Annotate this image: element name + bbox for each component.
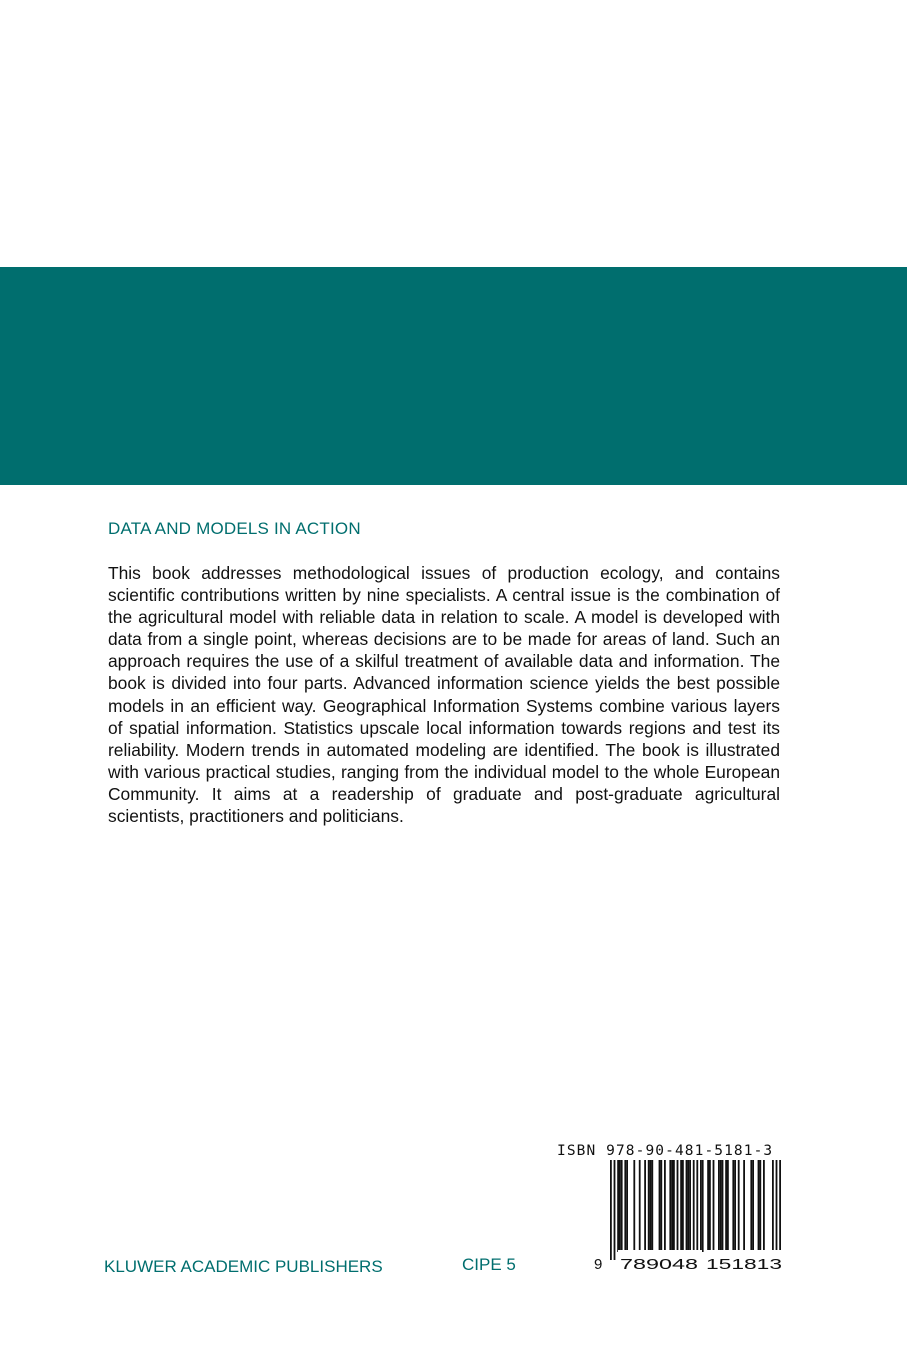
barcode-bar: [743, 1160, 745, 1252]
isbn-barcode: [590, 1160, 790, 1275]
barcode-bar: [614, 1160, 616, 1260]
barcode-bar: [650, 1160, 652, 1252]
barcode-bars: [610, 1160, 781, 1260]
barcode-bar: [696, 1160, 698, 1260]
barcode-bar: [713, 1160, 715, 1252]
barcode-bar: [763, 1160, 765, 1252]
barcode-bar: [621, 1160, 623, 1252]
barcode-bar: [718, 1160, 720, 1252]
book-description: This book addresses methodological issues of production ecology, and contains scientific contributions written by nine specialists. A central issue is the combination of the agricultural model with reliable data in relation to scale. A model is developed with data from a single point, whereas decisions are to be made for areas of land. Such an approach requires the use of a skilful treatment of available data and information. The book is divided into four parts. Advanced information science yields the best possible models in an efficient way. Geographical Information Systems combine various layers of spatial information. Statistics upscale local information towards regions and test its reliability. Modern trends in automated modeling are identified. The book is illustrated with various practical studies, ranging from the individual model to the whole European Community. It aims at a readership of graduate and post-graduate agricultural scientists, practitioners and politicians.: [108, 563, 780, 827]
barcode-left-digits: 789048: [620, 1256, 698, 1273]
section-title: DATA AND MODELS IN ACTION: [108, 519, 361, 538]
barcode-bar: [682, 1160, 684, 1252]
barcode-bar: [671, 1160, 673, 1252]
teal-color-band: [0, 267, 907, 485]
barcode-bar: [759, 1160, 761, 1252]
barcode-bar: [738, 1160, 740, 1252]
barcode-bar: [651, 1160, 653, 1252]
barcode-bar: [779, 1160, 781, 1260]
barcode-bar: [700, 1160, 702, 1252]
barcode-bar: [709, 1160, 711, 1252]
barcode-bar: [750, 1160, 752, 1252]
barcode-bar: [659, 1160, 661, 1252]
barcode-bar: [686, 1160, 688, 1252]
barcode-bar: [776, 1160, 778, 1260]
isbn-label: ISBN 978-90-481-5181-3: [557, 1143, 774, 1159]
barcode-bar: [725, 1160, 727, 1252]
barcode-bar: [693, 1160, 695, 1260]
barcode-bar: [633, 1160, 635, 1252]
barcode-bar: [617, 1160, 619, 1252]
barcode-bar: [624, 1160, 626, 1252]
barcode-bar: [610, 1160, 612, 1260]
barcode-bar: [673, 1160, 675, 1252]
barcode-bar: [734, 1160, 736, 1252]
barcode-right-digits: 151813: [706, 1256, 782, 1273]
barcode-bar: [677, 1160, 679, 1252]
barcode-bar: [772, 1160, 774, 1252]
barcode-bar: [626, 1160, 628, 1252]
barcode-bar: [758, 1160, 760, 1252]
barcode-bar: [669, 1160, 671, 1252]
barcode-bar: [644, 1160, 646, 1252]
barcode-bar: [687, 1160, 689, 1252]
barcode-bar: [732, 1160, 734, 1252]
publisher-name: KLUWER ACADEMIC PUBLISHERS: [104, 1257, 383, 1276]
series-label: CIPE 5: [462, 1255, 516, 1274]
barcode-bar: [664, 1160, 666, 1252]
barcode-bar: [702, 1160, 704, 1252]
barcode-bar: [720, 1160, 722, 1252]
barcode-bar: [707, 1160, 709, 1252]
barcode-bar: [680, 1160, 682, 1252]
barcode-bar: [752, 1160, 754, 1252]
barcode-bar: [619, 1160, 621, 1252]
barcode-first-digit: 9: [594, 1256, 603, 1273]
barcode-bar: [689, 1160, 691, 1252]
barcode-bar: [727, 1160, 729, 1252]
barcode-bar: [660, 1160, 662, 1252]
barcode-bar: [722, 1160, 724, 1252]
barcode-bar: [648, 1160, 650, 1252]
barcode-bar: [639, 1160, 641, 1252]
